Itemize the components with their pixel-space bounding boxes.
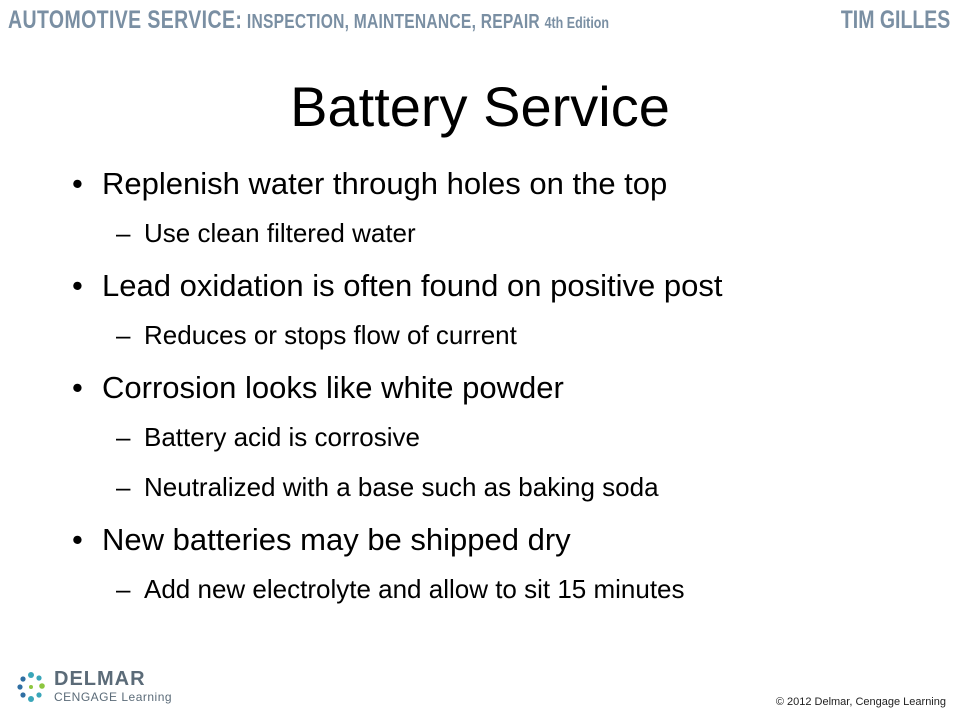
sub-bullet-text: Battery acid is corrosive xyxy=(144,422,420,452)
slide-title: Battery Service xyxy=(290,75,670,138)
bullet-glyph: • xyxy=(72,522,83,557)
sub-bullet-glyph: – xyxy=(116,218,131,248)
copyright-notice: © 2012 Delmar, Cengage Learning xyxy=(775,696,946,708)
book-author: TIM GILLES xyxy=(840,6,950,34)
book-title-main: AUTOMOTIVE SERVICE: xyxy=(8,6,243,34)
logo-delmar-text: DELMAR xyxy=(54,668,146,690)
bullet-text: Lead oxidation is often found on positive post xyxy=(102,268,723,303)
sub-bullet-glyph: – xyxy=(116,472,131,502)
book-title-sub: INSPECTION, MAINTENANCE, REPAIR xyxy=(246,11,540,33)
sub-bullet-item xyxy=(72,470,932,520)
bullet-item xyxy=(72,164,932,216)
slide-header xyxy=(0,0,960,40)
bullet-text: Replenish water through holes on the top xyxy=(102,166,668,201)
sub-bullet-item xyxy=(72,572,932,622)
delmar-logo-icon xyxy=(14,670,48,704)
bullet-list xyxy=(72,164,932,622)
bullet-glyph: • xyxy=(72,370,83,405)
sub-bullet-text: Reduces or stops flow of current xyxy=(144,320,517,350)
bullet-item xyxy=(72,520,932,572)
publisher-logo xyxy=(14,668,214,708)
bullet-item xyxy=(72,266,932,318)
sub-bullet-text: Add new electrolyte and allow to sit 15 minutes xyxy=(144,574,685,604)
sub-bullet-item xyxy=(72,420,932,470)
sub-bullet-glyph: – xyxy=(116,320,131,350)
sub-bullet-item xyxy=(72,216,932,266)
book-edition: 4th Edition xyxy=(544,15,610,32)
bullet-text: Corrosion looks like white powder xyxy=(102,370,564,405)
logo-cengage-text: CENGAGE Learning xyxy=(54,690,173,704)
bullet-item xyxy=(72,368,932,420)
sub-bullet-text: Neutralized with a base such as baking soda xyxy=(144,472,659,502)
sub-bullet-glyph: – xyxy=(116,422,131,452)
book-title xyxy=(8,6,609,34)
bullet-text: New batteries may be shipped dry xyxy=(102,522,571,557)
sub-bullet-item xyxy=(72,318,932,368)
sub-bullet-glyph: – xyxy=(116,574,131,604)
sub-bullet-text: Use clean filtered water xyxy=(144,218,416,248)
bullet-glyph: • xyxy=(72,166,83,201)
bullet-glyph: • xyxy=(72,268,83,303)
